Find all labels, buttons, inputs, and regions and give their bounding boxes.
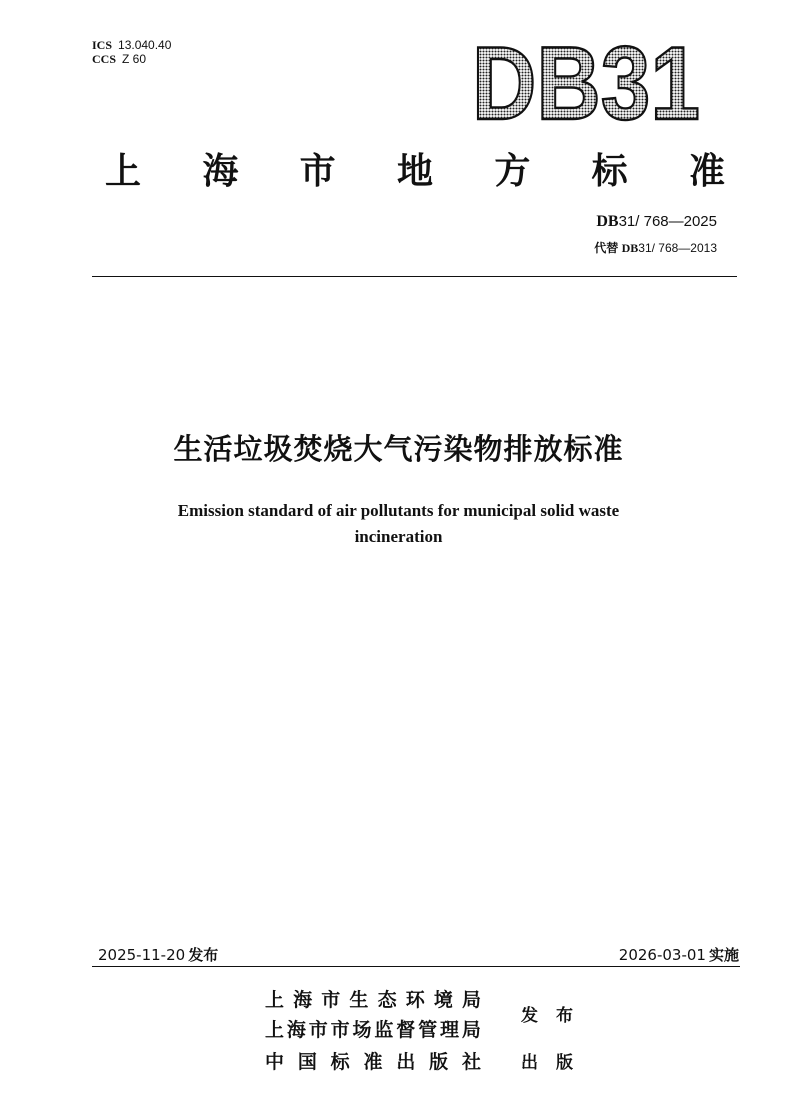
standard-type-char: 标	[591, 151, 628, 192]
standard-number	[596, 213, 717, 231]
publisher-char: 生	[349, 989, 369, 1011]
publisher-char: 督	[396, 1019, 416, 1041]
replaces-prefix: DB	[621, 241, 639, 255]
publisher-char: 海	[293, 989, 313, 1011]
issue-date-value: 2025-11-20	[98, 946, 186, 964]
publisher-market-bureau	[265, 1016, 481, 1044]
action-char: 版	[556, 1053, 573, 1073]
publisher-char: 标	[330, 1051, 350, 1073]
standard-type-char: 海	[202, 151, 239, 192]
standard-number-prefix: DB	[596, 213, 619, 230]
publisher-char: 国	[297, 1051, 317, 1073]
ics-label: ICS	[92, 38, 113, 52]
replaces-value: 31/ 768—2013	[638, 241, 717, 255]
publisher-char: 上	[265, 1019, 285, 1041]
ccs-label: CCS	[92, 52, 117, 66]
publisher-char: 局	[461, 989, 481, 1011]
action-char: 发	[521, 1006, 538, 1026]
publisher-char: 出	[396, 1051, 416, 1073]
publisher-char: 局	[461, 1019, 481, 1041]
standard-type-char: 地	[396, 151, 433, 192]
publisher-char: 环	[405, 989, 425, 1011]
implementation-date	[619, 944, 739, 965]
standard-number-value: 31/ 768—2025	[618, 213, 717, 230]
publisher-char: 境	[433, 989, 453, 1011]
standard-type-char: 市	[299, 151, 336, 192]
standard-type-char: 准	[688, 151, 725, 192]
publisher-press	[265, 1048, 481, 1076]
publisher-char: 态	[377, 989, 397, 1011]
ccs-value: Z 60	[122, 52, 147, 66]
db31-logo-text: DB31	[472, 26, 700, 142]
publisher-char: 版	[429, 1051, 449, 1073]
issue-action-label	[521, 1003, 573, 1029]
title-chinese: 生活垃圾焚烧大气污染物排放标准	[173, 432, 624, 466]
standard-type-heading	[105, 147, 725, 197]
action-char: 出	[521, 1053, 538, 1073]
footer-divider	[92, 966, 740, 967]
replaces-standard	[594, 239, 717, 256]
publisher-char: 监	[374, 1019, 394, 1041]
publisher-char: 理	[440, 1019, 460, 1041]
publisher-char: 社	[461, 1051, 481, 1073]
ccs-code	[92, 52, 146, 66]
replaces-label: 代替	[594, 241, 619, 255]
publisher-char: 准	[363, 1051, 383, 1073]
standard-type-char: 方	[494, 151, 531, 192]
issue-date-label: 发布	[188, 946, 219, 964]
publisher-char: 海	[286, 1019, 306, 1041]
issue-date	[98, 944, 218, 965]
implementation-date-value: 2026-03-01	[618, 946, 706, 964]
action-char: 布	[556, 1006, 573, 1026]
publisher-char: 场	[352, 1019, 372, 1041]
publisher-char: 上	[265, 989, 285, 1011]
standard-type-char: 上	[105, 151, 142, 192]
publisher-char: 管	[418, 1019, 438, 1041]
publisher-char: 市	[308, 1019, 328, 1041]
publisher-char: 中	[265, 1051, 285, 1073]
publisher-char: 市	[330, 1019, 350, 1041]
implementation-date-label: 实施	[708, 946, 739, 964]
title-english: Emission standard of air pollutants for municipal solid waste incineration	[177, 501, 620, 546]
publisher-char: 市	[321, 989, 341, 1011]
publish-action-label	[521, 1050, 573, 1076]
publisher-ecology-bureau	[265, 986, 481, 1014]
ics-value: 13.040.40	[118, 38, 172, 52]
ics-code	[92, 38, 171, 52]
header-divider	[92, 276, 737, 277]
db31-logo	[470, 26, 702, 142]
